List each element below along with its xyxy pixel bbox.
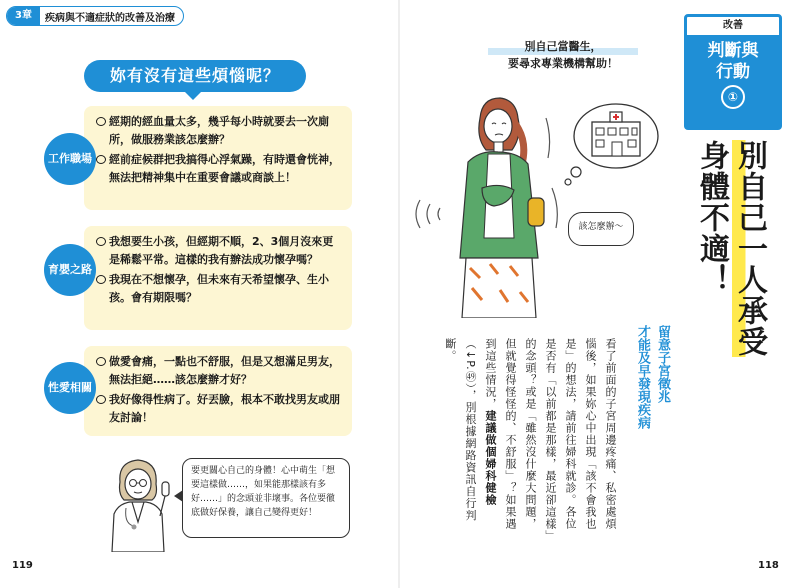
circle-bullet-icon: [96, 395, 106, 404]
circle-bullet-icon: [96, 117, 106, 126]
worry-item: 經前症候群把我搞得心浮氣躁，有時還會恍神，無法把精神集中在重要會議或商談上！: [96, 151, 342, 187]
page-number-right: 118: [758, 560, 779, 571]
improvement-badge: [684, 14, 782, 130]
circle-bullet-icon: [96, 275, 106, 284]
illustration-caption: [488, 38, 638, 72]
worry-item: 我現在不想懷孕，但未來有天希望懷孕、生小孩。會有期限嗎？: [96, 271, 342, 307]
woman-illustration: [410, 78, 570, 318]
worry-box-parenting: [84, 226, 352, 330]
category-work-badge: 工作職場: [44, 133, 96, 185]
body-highlight: 建議做個婦科健檢: [484, 410, 497, 506]
badge-title-line-2: 行動: [716, 62, 750, 82]
subtitle-line-2: 才能及早發現疾病: [635, 325, 650, 429]
chapter-title: 疾病與不適症狀的改善及治療: [44, 12, 175, 24]
main-title-highlight: 別自己一人承受: [732, 140, 767, 357]
title-pointer: [184, 91, 202, 100]
badge-body: [687, 35, 779, 127]
worry-item: 做愛會痛，一點也不舒服，但是又想滿足男友，無法拒絕……該怎麼辦才好？: [96, 353, 342, 389]
worry-box-work: [84, 106, 352, 210]
worries-title: 妳有沒有這些煩惱呢？: [84, 60, 306, 92]
hospital-thought-bubble: [562, 100, 662, 186]
category-parenting-badge: 育嬰之路: [44, 244, 96, 296]
subtitle-line-1: 留意子宮徵兆: [655, 325, 670, 403]
worry-item: 我想要生小孩，但經期不順，2、3個月沒來更是稀鬆平常。這樣的我有辦法成功懷孕嗎？: [96, 233, 342, 269]
chapter-number: 3章: [7, 7, 40, 25]
worry-item: 我好像得性病了。好丟臉，根本不敢找男友或朋友討論！: [96, 391, 342, 427]
badge-title-line-1: 判斷與: [707, 41, 759, 61]
page-gutter: [398, 0, 400, 588]
doctor-speech-bubble: 要更關心自己的身體！心中萌生「想要這樣做……，如果能那樣該有多好……」的念頭並非壞事。各位要徹底做好保養，讓自己變得更好！: [182, 458, 350, 538]
worry-box-sex: [84, 346, 352, 436]
circle-bullet-icon: [96, 237, 106, 246]
body-text: 看了前面的子宮周邊疼痛、私密處煩惱後，如果妳心中出現「該不會我也是」的想法，請前往婦科就診。各位是否有「以前都是那樣，最近卻這樣」的念頭？或是「雖然沒什麼大問題，但就覺得怪怪的、不舒服」？如果遇到這些情況，建議做個婦科健檢（↓P.㊾），別根據網路資訊自行判斷。: [444, 338, 617, 537]
caption-line-1: 別自己當醫生，: [488, 38, 638, 55]
circle-bullet-icon: [96, 155, 106, 164]
caption-line-2: 要尋求專業機構幫助！: [508, 57, 618, 70]
badge-label: 改善: [723, 20, 743, 31]
page-number-left: 119: [12, 560, 33, 571]
circle-bullet-icon: [96, 357, 106, 366]
main-title-column-1: [732, 140, 766, 357]
badge-number: ①: [721, 85, 745, 109]
main-title-column-2: 身體不適！: [694, 140, 729, 295]
worry-item: 經期的經血量太多，幾乎每小時就要去一次廁所，做服務業該怎麼辦？: [96, 113, 342, 149]
category-sex-badge: 性愛相關: [44, 362, 96, 414]
worry-thought-bubble: 該怎麼辦～: [568, 212, 634, 246]
doctor-illustration: [98, 452, 178, 552]
chapter-header: [6, 6, 184, 26]
section-subtitle: [632, 325, 672, 475]
